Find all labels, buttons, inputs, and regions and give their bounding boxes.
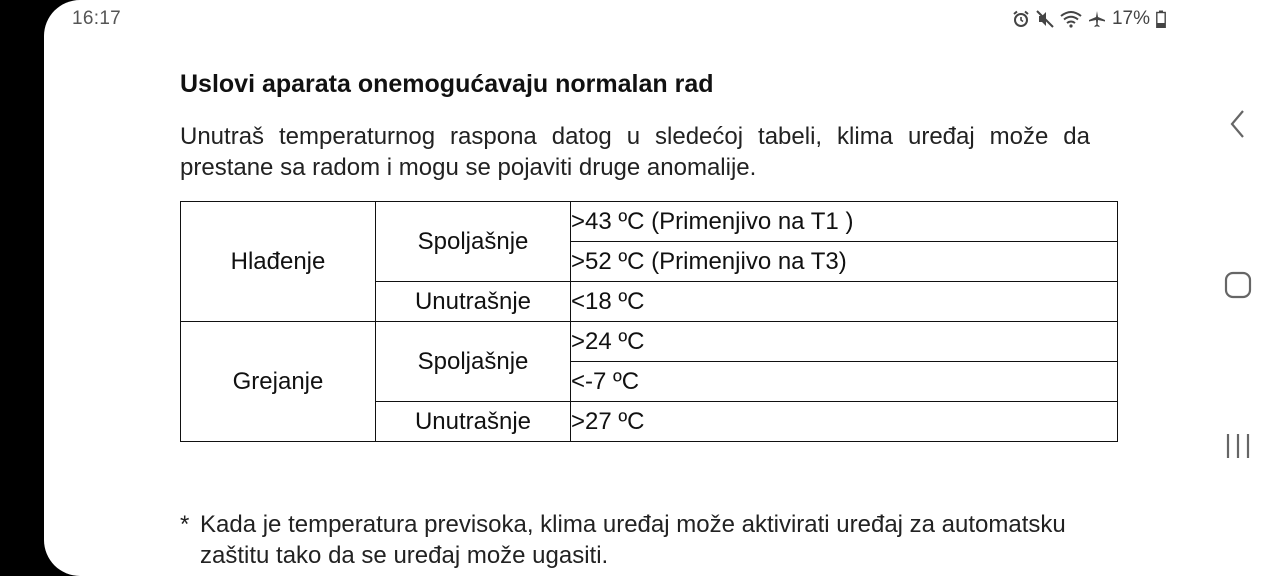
location-cell: Spoljašnje bbox=[376, 202, 571, 282]
location-cell: Spoljašnje bbox=[376, 322, 571, 402]
battery-icon bbox=[1156, 10, 1166, 28]
value-cell: <-7 ºC bbox=[571, 362, 1118, 402]
value-cell: >24 ºC bbox=[571, 322, 1118, 362]
recents-button[interactable] bbox=[1218, 426, 1258, 466]
home-icon bbox=[1224, 271, 1252, 299]
alarm-icon bbox=[1012, 10, 1030, 28]
location-cell: Unutrašnje bbox=[376, 402, 571, 442]
recents-icon bbox=[1225, 433, 1251, 459]
status-icons bbox=[1012, 8, 1166, 30]
mode-cell-cooling: Hlađenje bbox=[181, 202, 376, 322]
wifi-icon bbox=[1060, 10, 1082, 28]
location-cell: Unutrašnje bbox=[376, 282, 571, 322]
mode-cell-heating: Grejanje bbox=[181, 322, 376, 442]
back-icon bbox=[1228, 109, 1248, 139]
footnote-text: Kada je temperatura previsoka, klima uređaj može aktivirati uređaj za automatsku zaštitu tako da se uređaj može ugasiti. bbox=[200, 511, 1066, 569]
battery-percentage: 17% bbox=[1111, 8, 1150, 29]
table-row bbox=[181, 322, 1118, 362]
value-cell: >27 ºC bbox=[571, 402, 1118, 442]
value-cell: <18 ºC bbox=[571, 282, 1118, 322]
footnote-mark: * bbox=[180, 511, 190, 538]
value-cell: >52 ºC (Primenjivo na T3) bbox=[571, 242, 1118, 282]
table-row bbox=[181, 202, 1118, 242]
conditions-table bbox=[180, 201, 1118, 442]
value-cell: >43 ºC (Primenjivo na T1 ) bbox=[571, 202, 1118, 242]
back-button[interactable] bbox=[1218, 104, 1258, 144]
page-title: Uslovi aparata onemogućavaju normalan rad bbox=[180, 70, 714, 98]
airplane-icon bbox=[1088, 10, 1106, 28]
status-time: 16:17 bbox=[72, 8, 122, 29]
intro-paragraph: Unutraš temperaturnog raspona datog u sledećoj tabeli, klima uređaj može da prestane sa radom i mogu se pojaviti druge anomalije. bbox=[180, 123, 1090, 181]
mute-icon bbox=[1036, 10, 1054, 28]
footnote bbox=[180, 509, 1080, 571]
home-button[interactable] bbox=[1218, 265, 1258, 305]
